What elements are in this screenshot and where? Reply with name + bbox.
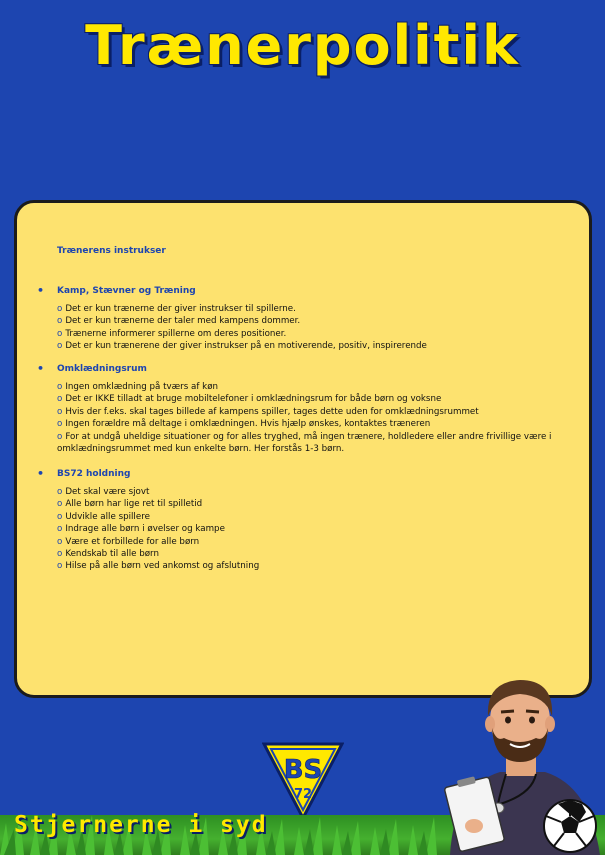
circle-bullet-icon: o — [57, 394, 63, 405]
circle-bullet-icon: o — [57, 487, 63, 497]
list-item: o Det er IKKE tilladt at bruge mobiltelefoner i omklædningsrum for både børn og voksne — [57, 394, 442, 405]
circle-bullet-icon: o — [57, 328, 63, 339]
list-item: o Alle børn har lige ret til spilletid — [57, 499, 203, 510]
bullet-icon: • — [37, 284, 45, 297]
section-list — [17, 381, 592, 455]
circle-bullet-icon: o — [57, 406, 63, 417]
coach-illustration — [440, 676, 605, 855]
slogan: Stjernerne i syd — [14, 812, 268, 838]
circle-bullet-icon: o — [57, 536, 63, 547]
list-item: o Det er kun trænerene der giver instrukser på en motiverende, positiv, inspirerende — [57, 341, 427, 352]
section-bs72-attitude — [17, 466, 592, 573]
circle-bullet-icon: o — [57, 316, 63, 327]
section-list — [17, 303, 592, 353]
list-item: o Hilse på alle børn ved ankomst og afslutning — [57, 561, 260, 572]
logo-number: 72 — [293, 787, 313, 802]
section-locker-room — [17, 361, 592, 455]
list-item: o Udvikle alle spillere — [57, 511, 150, 522]
circle-bullet-icon: o — [57, 561, 63, 572]
bullet-icon: • — [37, 467, 45, 480]
instructions-card — [14, 200, 592, 698]
circle-bullet-icon: o — [57, 524, 63, 535]
list-item: o For at undgå uheldige situationer og for alles tryghed, må ingen trænere, holdledere eller andre frivillige være i omklædningsrummet med kun enkelte børn. Her forstås 1-3 børn. — [57, 431, 552, 455]
list-item: o Kendskab til alle børn — [57, 549, 159, 560]
bullet-icon: • — [37, 362, 45, 375]
section-title: Kamp, Stævner og Træning — [57, 286, 196, 296]
list-item: o Ingen omklædning på tværs af køn — [57, 382, 219, 392]
circle-bullet-icon: o — [57, 304, 63, 314]
section-list — [17, 486, 592, 573]
card-heading: Trænerens instrukser — [57, 246, 166, 256]
circle-bullet-icon: o — [57, 511, 63, 522]
circle-bullet-icon: o — [57, 549, 63, 560]
list-item: o Det skal være sjovt — [57, 487, 150, 497]
list-item: o Det er kun trænerne der giver instrukser til spillerne. — [57, 304, 296, 314]
list-item: o Indrage alle børn i øvelser og kampe — [57, 524, 225, 535]
circle-bullet-icon: o — [57, 341, 63, 352]
page-title: Trænerpolitik — [85, 14, 520, 77]
list-item: o Trænerne informerer spillerne om deres positioner. — [57, 328, 287, 339]
list-item: o Hvis der f.eks. skal tages billede af kampens spiller, tages dette uden for omklædningsrummet — [57, 406, 479, 417]
list-item: o Ingen forældre må deltage i omklædningen. Hvis hjælp ønskes, kontaktes træneren — [57, 419, 431, 430]
circle-bullet-icon: o — [57, 382, 63, 392]
list-item: o Være et forbillede for alle børn — [57, 536, 200, 547]
logo-letters: BS — [283, 755, 323, 785]
circle-bullet-icon: o — [57, 419, 63, 430]
section-title: Omklædningsrum — [57, 364, 147, 374]
circle-bullet-icon: o — [57, 431, 63, 442]
list-item: o Det er kun trænerne der taler med kampens dommer. — [57, 316, 301, 327]
section-title: BS72 holdning — [57, 469, 131, 479]
section-match — [17, 283, 592, 353]
circle-bullet-icon: o — [57, 499, 63, 510]
